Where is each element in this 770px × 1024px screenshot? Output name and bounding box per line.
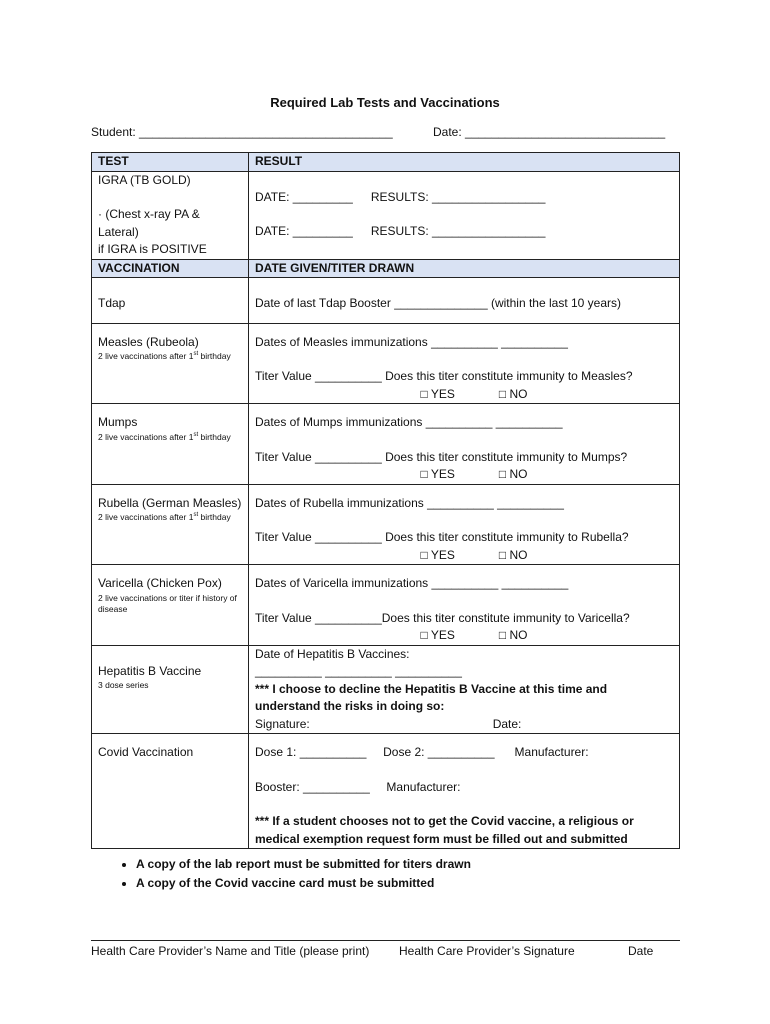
hepatitis-b-requirement: 3 dose series [98, 680, 149, 690]
hepatitis-b-signature: Signature: [255, 716, 310, 731]
header-date-given: DATE GIVEN/TITER DRAWN [249, 259, 680, 278]
measles-yes-checkbox[interactable]: □ YES [420, 386, 455, 401]
rubella-dates: Dates of Rubella immunizations __________ __________ [255, 495, 564, 510]
page-title: Required Lab Tests and Vaccinations [270, 95, 500, 110]
rubella-yes-checkbox[interactable]: □ YES [420, 547, 455, 562]
table-header-row [92, 153, 680, 172]
header-result: RESULT [249, 153, 680, 172]
covid-row [92, 734, 680, 849]
covid-exemption-line-1: *** If a student chooses not to get the Covid vaccine, a religious or [255, 814, 634, 828]
measles-requirement: 2 live vaccinations after 1st birthday [98, 351, 231, 361]
note-covid-card: • A copy of the Covid vaccine card must be submitted [136, 874, 471, 893]
submission-notes [108, 855, 471, 893]
igra-results-2: RESULTS: _________________ [370, 224, 546, 238]
igra-result-cell [249, 171, 680, 259]
varicella-row [92, 565, 680, 646]
igra-label: IGRA (TB GOLD) [98, 172, 191, 187]
covid-exemption-line-2: medical exemption request form must be filled out and submitted [255, 831, 628, 846]
varicella-yes-checkbox[interactable]: □ YES [420, 628, 455, 642]
vaccination-header-row [92, 259, 680, 278]
varicella-requirement: 2 live vaccinations or titer if history of disease [98, 592, 237, 614]
covid-booster-line: Booster: __________ Manufacturer: [255, 779, 461, 794]
varicella-titer: Titer Value __________Does this titer constitute immunity to Varicella? [255, 610, 630, 625]
mumps-label: Mumps [98, 415, 138, 429]
student-field: Student: ______________________________________ [91, 125, 393, 139]
igra-date-2: DATE: _________ [255, 224, 353, 238]
mumps-titer: Titer Value __________ Does this titer constitute immunity to Mumps? [255, 449, 628, 464]
rubella-label: Rubella (German Measles) [98, 495, 242, 510]
covid-dose-line: Dose 1: __________ Dose 2: __________ Manufacturer: [255, 745, 589, 759]
measles-row [92, 323, 680, 404]
hepatitis-b-row [92, 645, 680, 734]
lab-tests-table [91, 152, 680, 849]
date-field: Date: ______________________________ [433, 125, 666, 139]
measles-no-checkbox[interactable]: □ NO [498, 386, 528, 401]
mumps-no-checkbox[interactable]: □ NO [498, 467, 528, 481]
covid-label: Covid Vaccination [98, 745, 194, 759]
igra-label-cell [92, 171, 249, 259]
measles-label: Measles (Rubeola) [98, 334, 199, 349]
provider-name-label: Health Care Provider’s Name and Title (please print) [91, 944, 370, 958]
rubella-row [92, 484, 680, 565]
note-lab-report: • A copy of the lab report must be submitted for titers drawn [136, 855, 471, 874]
igra-date-1: DATE: _________ [255, 189, 353, 204]
hepatitis-b-label: Hepatitis B Vaccine [98, 663, 202, 678]
provider-date-label: Date [628, 944, 654, 958]
measles-titer: Titer Value __________ Does this titer constitute immunity to Measles? [255, 369, 633, 383]
hepatitis-b-dates-label: Date of Hepatitis B Vaccines: [255, 646, 410, 661]
tdap-label: Tdap [98, 296, 126, 310]
hepatitis-b-date: Date: [492, 716, 522, 731]
igra-positive-label: if IGRA is POSITIVE [98, 242, 207, 256]
mumps-dates: Dates of Mumps immunizations __________ __________ [255, 415, 563, 429]
signature-rule [91, 940, 680, 941]
rubella-titer: Titer Value __________ Does this titer constitute immunity to Rubella? [255, 530, 629, 544]
varicella-no-checkbox[interactable]: □ NO [498, 628, 528, 642]
rubella-requirement: 2 live vaccinations after 1st birthday [98, 512, 231, 522]
igra-row [92, 171, 680, 259]
chest-xray-label: · (Chest x-ray PA & Lateral) [98, 207, 200, 239]
hepatitis-b-decline-line-1: *** I choose to decline the Hepatitis B Vaccine at this time and [255, 681, 608, 696]
measles-dates: Dates of Measles immunizations __________ __________ [255, 334, 568, 349]
igra-results-1: RESULTS: _________________ [370, 189, 546, 204]
varicella-label: Varicella (Chicken Pox) [98, 576, 222, 590]
varicella-dates: Dates of Varicella immunizations __________ __________ [255, 576, 569, 590]
hepatitis-b-dates: __________ __________ __________ [255, 664, 462, 678]
mumps-row [92, 404, 680, 485]
mumps-yes-checkbox[interactable]: □ YES [420, 467, 455, 481]
header-vaccination: VACCINATION [92, 259, 249, 278]
tdap-row [92, 278, 680, 324]
tdap-result: Date of last Tdap Booster ______________ (within the last 10 years) [255, 296, 622, 310]
header-test: TEST [92, 153, 249, 172]
rubella-no-checkbox[interactable]: □ NO [498, 547, 528, 562]
mumps-requirement: 2 live vaccinations after 1st birthday [98, 431, 231, 442]
provider-signature-label: Health Care Provider’s Signature [399, 944, 575, 958]
hepatitis-b-decline-line-2: understand the risks in doing so: [255, 699, 445, 713]
